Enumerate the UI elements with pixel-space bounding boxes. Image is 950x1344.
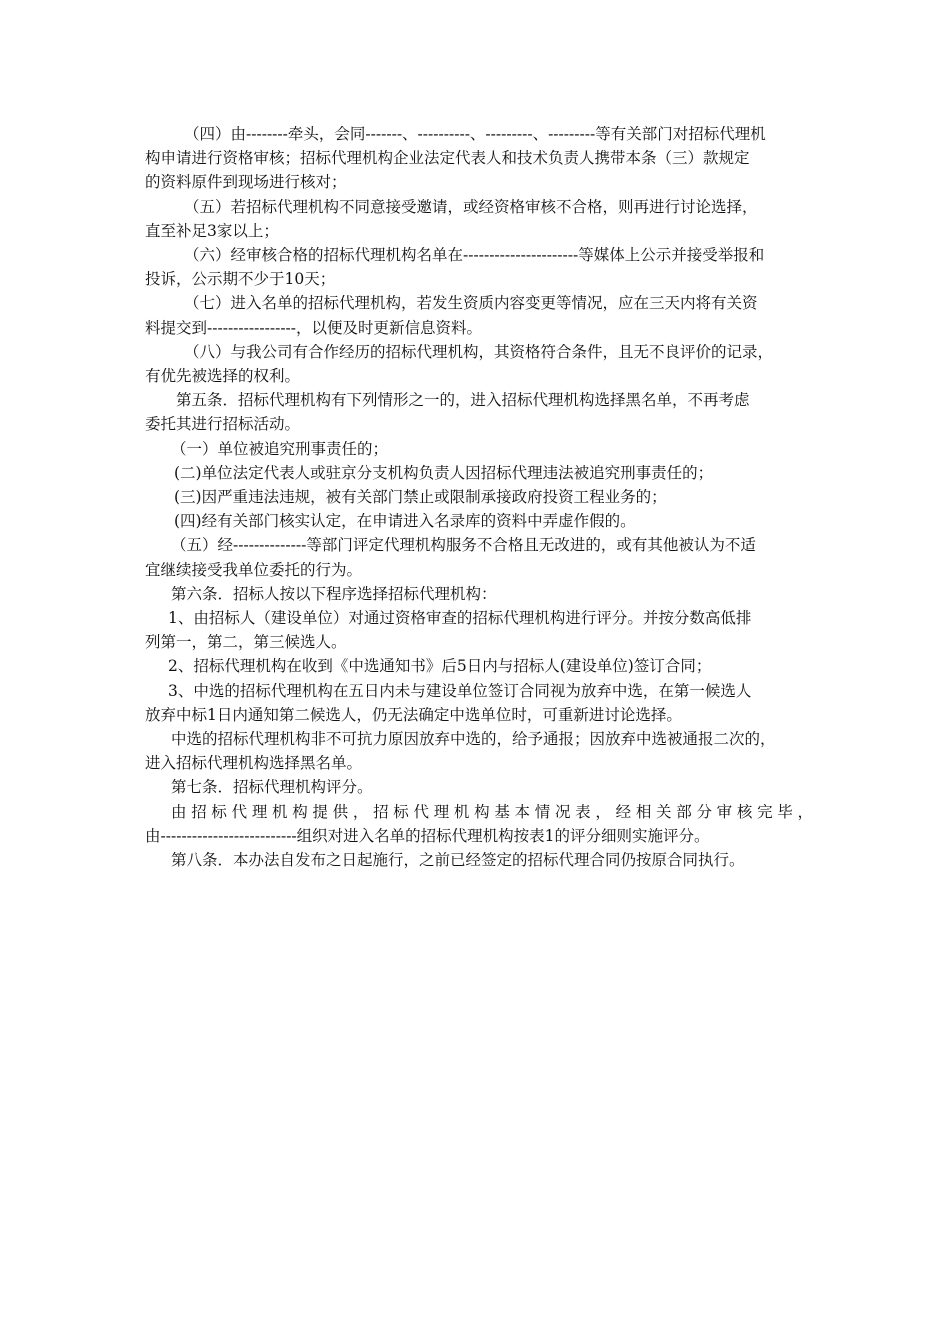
text-line: 投诉，公示期不少于10天； [145, 270, 336, 289]
text-line: 有优先被选择的权利。 [145, 367, 301, 386]
text-line: （七）进入名单的招标代理机构，若发生资质内容变更等情况，应在三天内将有关资 [184, 294, 758, 313]
text-line: 第八条．本办法自发布之日起施行，之前已经签定的招标代理合同仍按原合同执行。 [171, 851, 745, 870]
text-line: 构申请进行资格审核；招标代理机构企业法定代表人和技术负责人携带本条（三）款规定 [145, 149, 750, 168]
text-line: 中选的招标代理机构非不可抗力原因放弃中选的，给予通报；因放弃中选被通报二次的， [171, 730, 776, 749]
text-line: (四)经有关部门核实认定，在申请进入名录库的资料中弄虚作假的。 [174, 512, 636, 531]
text-line: （四）由--------牵头，会同-------、----------、---------、---------等有关部门对招标代理机 [184, 125, 766, 143]
text-line: 宜继续接受我单位委托的行为。 [145, 560, 363, 579]
text-line: 的资料原件到现场进行核对； [145, 173, 347, 192]
text-line: 1、由招标人（建设单位）对通过资格审查的招标代理机构进行评分。并按分数高低排 [168, 609, 752, 628]
text-line: 放弃中标1日内通知第二候选人，仍无法确定中选单位时，可重新进讨论选择。 [145, 705, 682, 724]
text-line: 委托其进行招标活动。 [145, 415, 301, 434]
text-line: 由招标代理机构提供，招标代理机构基本情况表，经相关部分审核完毕， [171, 802, 813, 821]
text-line: 2、招标代理机构在收到《中选通知书》后5日内与招标人(建设单位)签订合同； [168, 657, 712, 676]
text-line: 第五条．招标代理机构有下列情形之一的，进入招标代理机构选择黑名单，不再考虑 [176, 391, 750, 410]
text-line: （五）若招标代理机构不同意接受邀请，或经资格审核不合格，则再进行讨论选择， [184, 197, 758, 216]
text-line: 第六条．招标人按以下程序选择招标代理机构： [171, 584, 497, 603]
text-line: (三)因严重违法违规，被有关部门禁止或限制承接政府投资工程业务的； [174, 488, 667, 507]
text-line: 3、中选的招标代理机构在五日内未与建设单位签订合同视为放弃中选，在第一候选人 [168, 681, 752, 700]
text-line: （六）经审核合格的招标代理机构名单在----------------------等媒体上公示并接受举报和 [184, 246, 765, 265]
text-line: （五）经--------------等部门评定代理机构服务不合格且无改进的，或有其他被认为不适 [171, 536, 756, 555]
text-line: 直至补足3家以上； [145, 221, 279, 240]
document-body [145, 122, 813, 872]
text-line: 料提交到-----------------，以便及时更新信息资料。 [145, 318, 483, 337]
text-line: （八）与我公司有合作经历的招标代理机构，其资格符合条件，且无不良评价的记录， [184, 342, 774, 361]
text-line: 第七条．招标代理机构评分。 [171, 778, 373, 797]
text-line: 列第一，第二，第三候选人。 [145, 633, 347, 652]
text-line: 进入招标代理机构选择黑名单。 [145, 754, 363, 773]
text-line: （一）单位被追究刑事责任的； [171, 439, 389, 458]
text-line: 由--------------------------组织对进入名单的招标代理机构按表1的评分细则实施评分。 [145, 826, 710, 845]
text-line: (二)单位法定代表人或驻京分支机构负责人因招标代理违法被追究刑事责任的； [174, 463, 714, 482]
